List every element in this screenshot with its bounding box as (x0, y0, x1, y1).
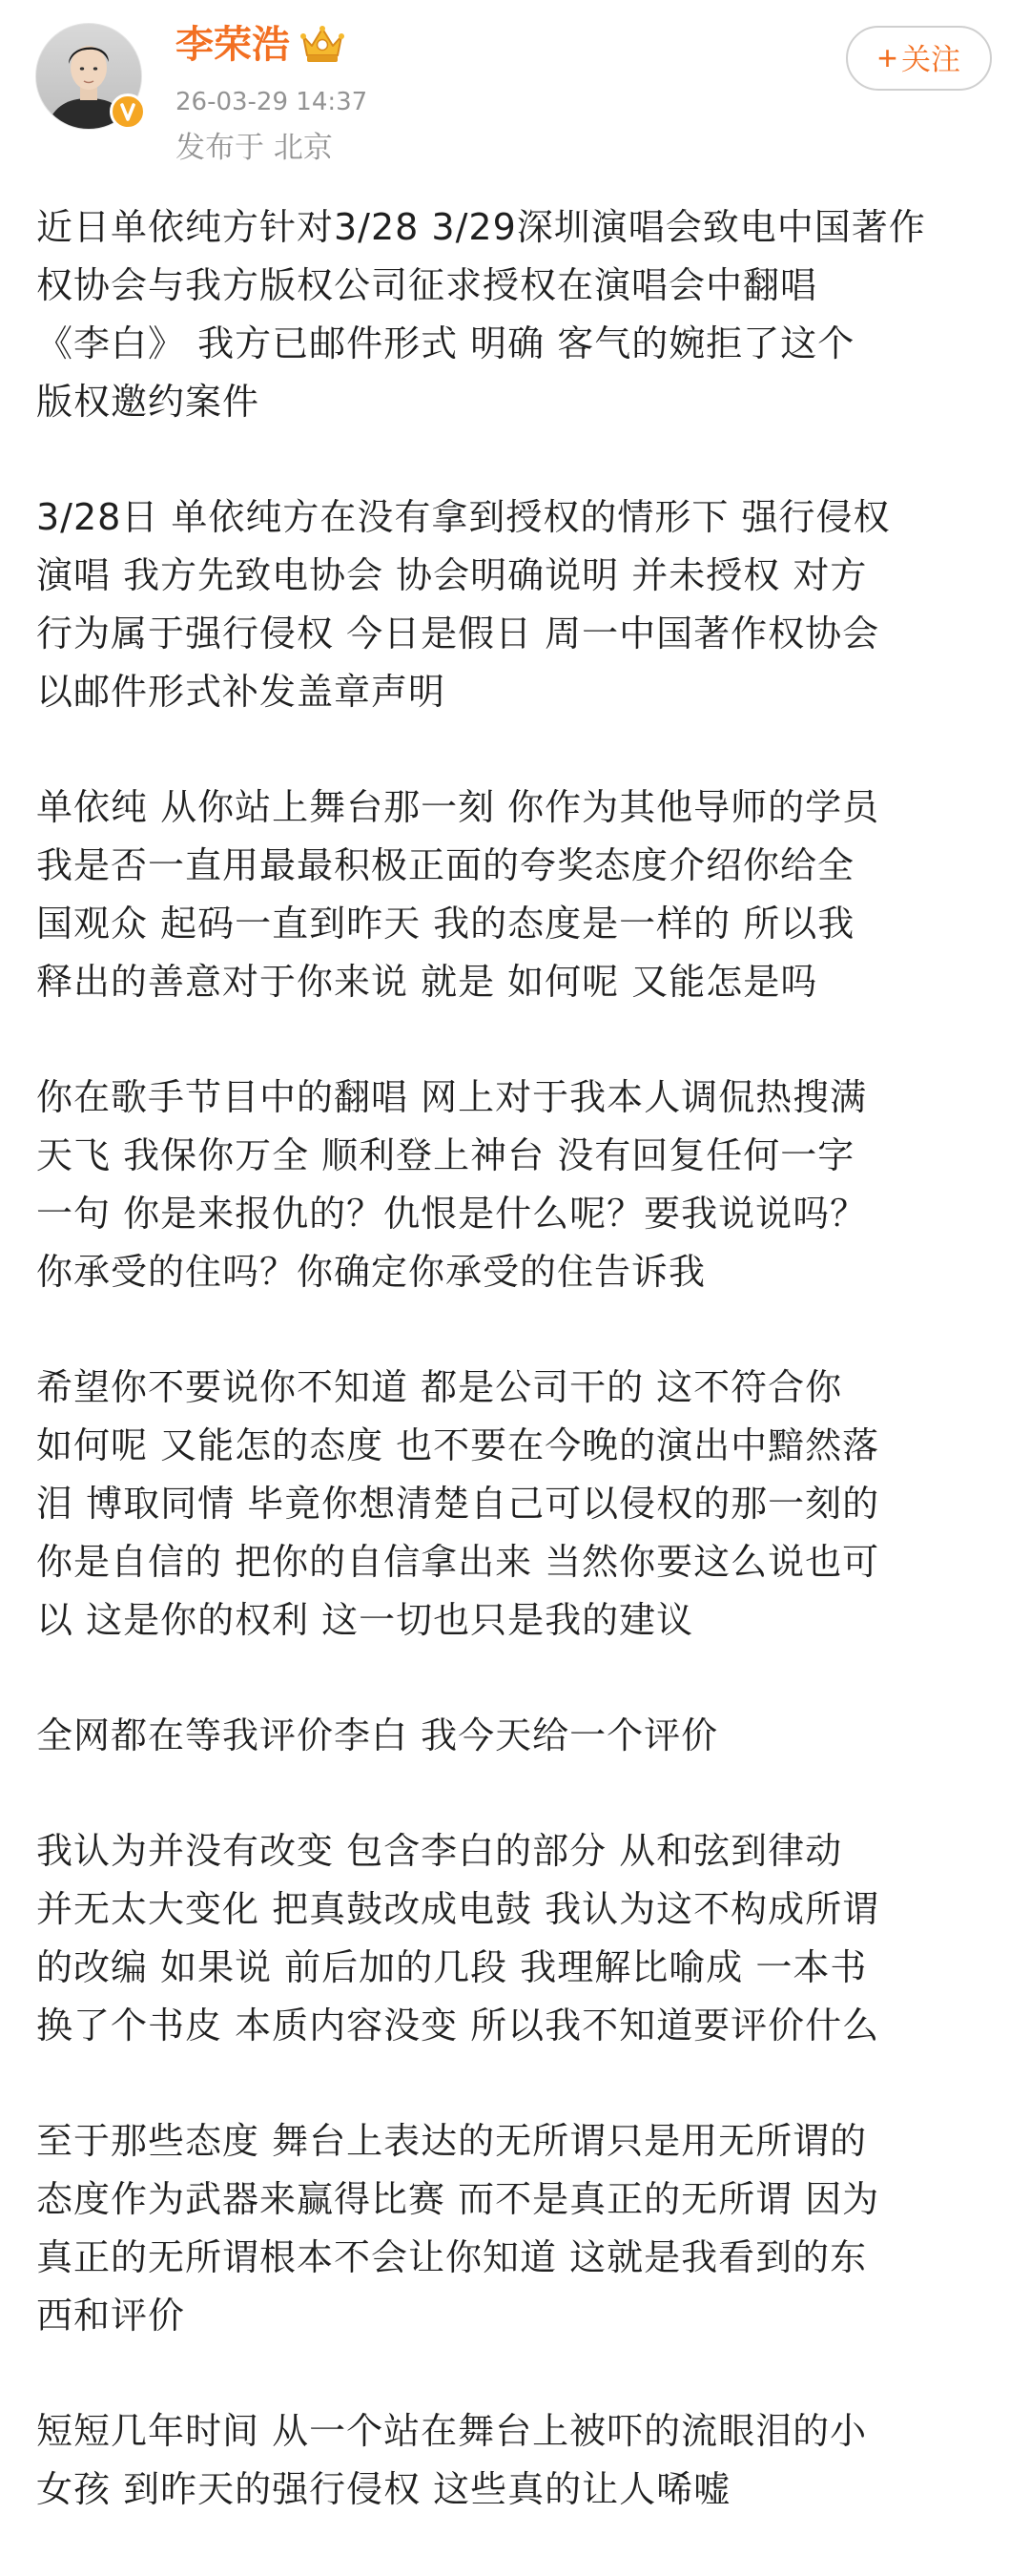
avatar[interactable] (35, 23, 142, 130)
post-paragraph: 你在歌手节目中的翻唱 网上对于我本人调侃热搜满 天飞 我保你万全 顺利登上神台 没有回复任何一字 一句 你是来报仇的？仇恨是什么呢？要我说说吗？ 你承受的住吗？你确定你承受的住告诉我 (36, 1076, 868, 1293)
crown-icon[interactable] (299, 23, 345, 67)
follow-label: 关注 (901, 43, 961, 76)
post-time: 26-03-29 14:37 (175, 88, 368, 116)
verified-badge-icon (110, 93, 146, 130)
post-header (0, 0, 1030, 181)
post-paragraph: 希望你不要说你不知道 都是公司干的 这不符合你 如何呢 又能怎的态度 也不要在今晚的演出中黯然落 泪 博取同情 毕竟你想清楚自己可以侵权的那一刻的 你是自信的 把你的自信拿出来 当然你要这么说也可 以 这是你的权利 这一切也只是我的建议 (36, 1366, 880, 1641)
post-body (36, 198, 999, 2576)
post-paragraph: 至于那些态度 舞台上表达的无所谓只是用无所谓的 态度作为武器来赢得比赛 而不是真正的无所谓 因为 真正的无所谓根本不会让你知道 这就是我看到的东 西和评价 (36, 2120, 880, 2337)
post-paragraph: 单依纯 从你站上舞台那一刻 你作为其他导师的学员 我是否一直用最最积极正面的夸奖态度介绍你给全 国观众 起码一直到昨天 我的态度是一样的 所以我 释出的善意对于你来说 就是 如何呢 又能怎是吗 (36, 786, 880, 1003)
post-paragraph: 我认为并没有改变 包含李白的部分 从和弦到律动 并无太大变化 把真鼓改成电鼓 我认为这不构成所谓 的改编 如果说 前后加的几段 我理解比喻成 一本书 换了个书皮 本质内容没变 所以我不知道要评价什么 (36, 1830, 880, 2046)
username[interactable]: 李荣浩 (175, 23, 290, 67)
post-paragraph: 近日单依纯方针对3/28 3/29深圳演唱会致电中国著作 权协会与我方版权公司征求授权在演唱会中翻唱 《李白》 我方已邮件形式 明确 客气的婉拒了这个 版权邀约案件 (36, 206, 926, 423)
post-paragraph: 全网都在等我评价李白 我今天给一个评价 (36, 1714, 719, 1756)
follow-button[interactable] (846, 26, 992, 91)
post-paragraph: 短短几年时间 从一个站在舞台上被吓的流眼泪的小 女孩 到昨天的强行侵权 这些真的让人唏嘘 (36, 2410, 868, 2510)
post-paragraph: 3/28日 单依纯方在没有拿到授权的情形下 强行侵权 演唱 我方先致电协会 协会明确说明 并未授权 对方 行为属于强行侵权 今日是假日 周一中国著作权协会 以邮件形式补发盖章声明 (36, 496, 891, 713)
plus-icon: + (876, 38, 898, 77)
post-location: 发布于 北京 (175, 131, 333, 165)
